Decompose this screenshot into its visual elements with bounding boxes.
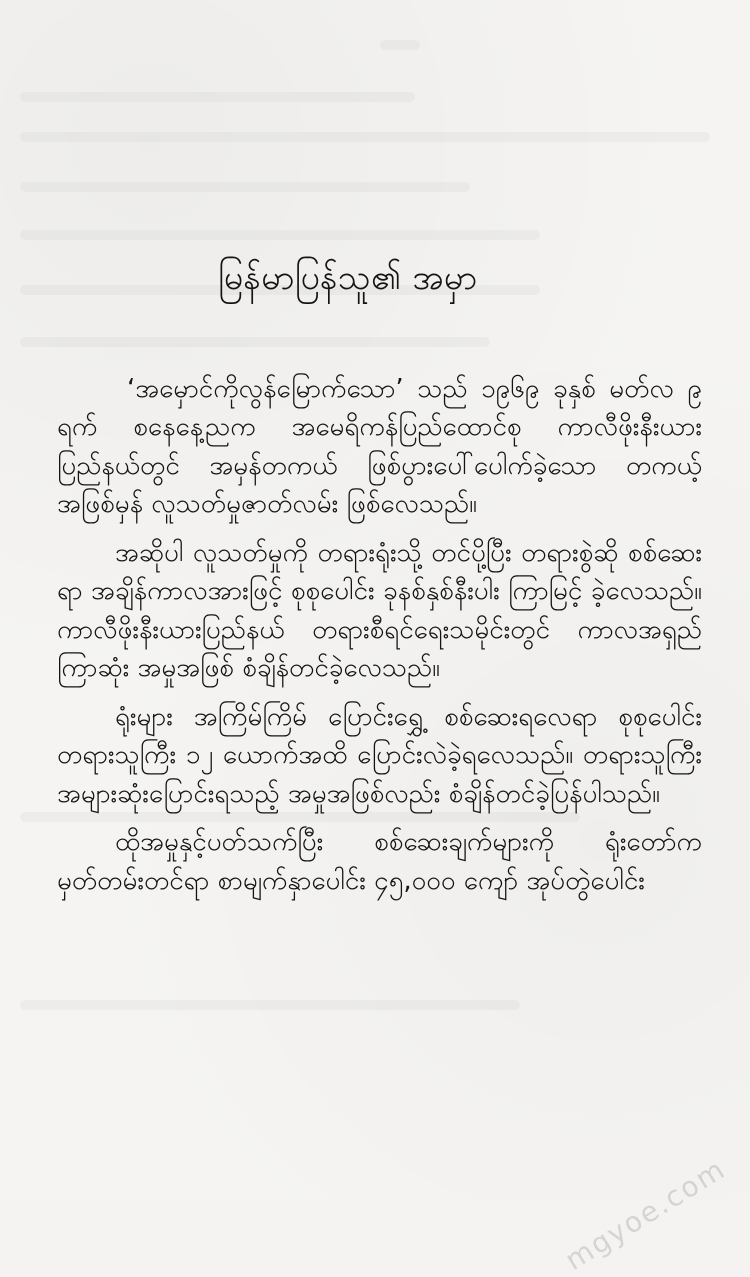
paragraph-1: ‘အမှောင်ကိုလွန်မြောက်သော’ သည် ၁၉၆၉ ခုနှစ် မတ်လ ၉ ရက် စနေနေ့ညက အမေရိကန်ပြည်ထောင်စု ကာလီဖိုးနီးယား ပြည်နယ်တွင် အမှန်တကယ် ဖြစ်ပွားပေါ်ပေါက်ခဲ့သော တကယ့် အဖြစ်မှန် လူသတ်မှုဇာတ်လမ်း ဖြစ်လေသည်။ bbox=[57, 374, 702, 520]
show-through-line bbox=[20, 337, 490, 347]
paragraph-3: ရုံးများ အကြိမ်ကြိမ် ပြောင်းရွှေ့ စစ်ဆေးရလေရာ စုစုပေါင်း တရားသူကြီး ၁၂ ယောက်အထိ ပြောင်းလဲခဲ့ရလေသည်။ တရားသူကြီး အများဆုံးပြောင်းရသည့် အမှုအဖြစ်လည်း စံချိန်တင်ခဲ့ပြန်ပါသည်။ bbox=[57, 701, 702, 809]
watermark: mgyoe.com bbox=[559, 1152, 732, 1277]
show-through-line bbox=[20, 132, 710, 142]
show-through-line bbox=[20, 182, 470, 192]
show-through-line bbox=[380, 40, 420, 50]
paragraph-2: အဆိုပါ လူသတ်မှုကို တရားရုံးသို့ တင်ပို့ပြီး တရားစွဲဆို စစ်ဆေးရာ အချိန်ကာလအားဖြင့် စုစုပေါင်း ခုနစ်နှစ်နီးပါး ကြာမြင့် ခဲ့လေသည်။ ကာလီဖိုးနီးယားပြည်နယ် တရားစီရင်ရေးသမိုင်းတွင် ကာလအရှည်ကြာဆုံး အမှုအဖြစ် စံချိန်တင်ခဲ့လေသည်။ bbox=[57, 537, 702, 684]
show-through-line bbox=[20, 230, 540, 240]
show-through-line bbox=[20, 92, 415, 102]
body-text bbox=[57, 370, 702, 910]
paragraph-4: ထိုအမှုနှင့်ပတ်သက်ပြီး စစ်ဆေးချက်များကို ရုံးတော်က မှတ်တမ်းတင်ရာ စာမျက်နှာပေါင်း ၄၅,၀၀၀ ကျော် အုပ်တွဲပေါင်း bbox=[57, 827, 702, 896]
show-through-line bbox=[20, 1000, 520, 1010]
page-title: မြန်မာပြန်သူ၏ အမှာ bbox=[218, 258, 478, 298]
